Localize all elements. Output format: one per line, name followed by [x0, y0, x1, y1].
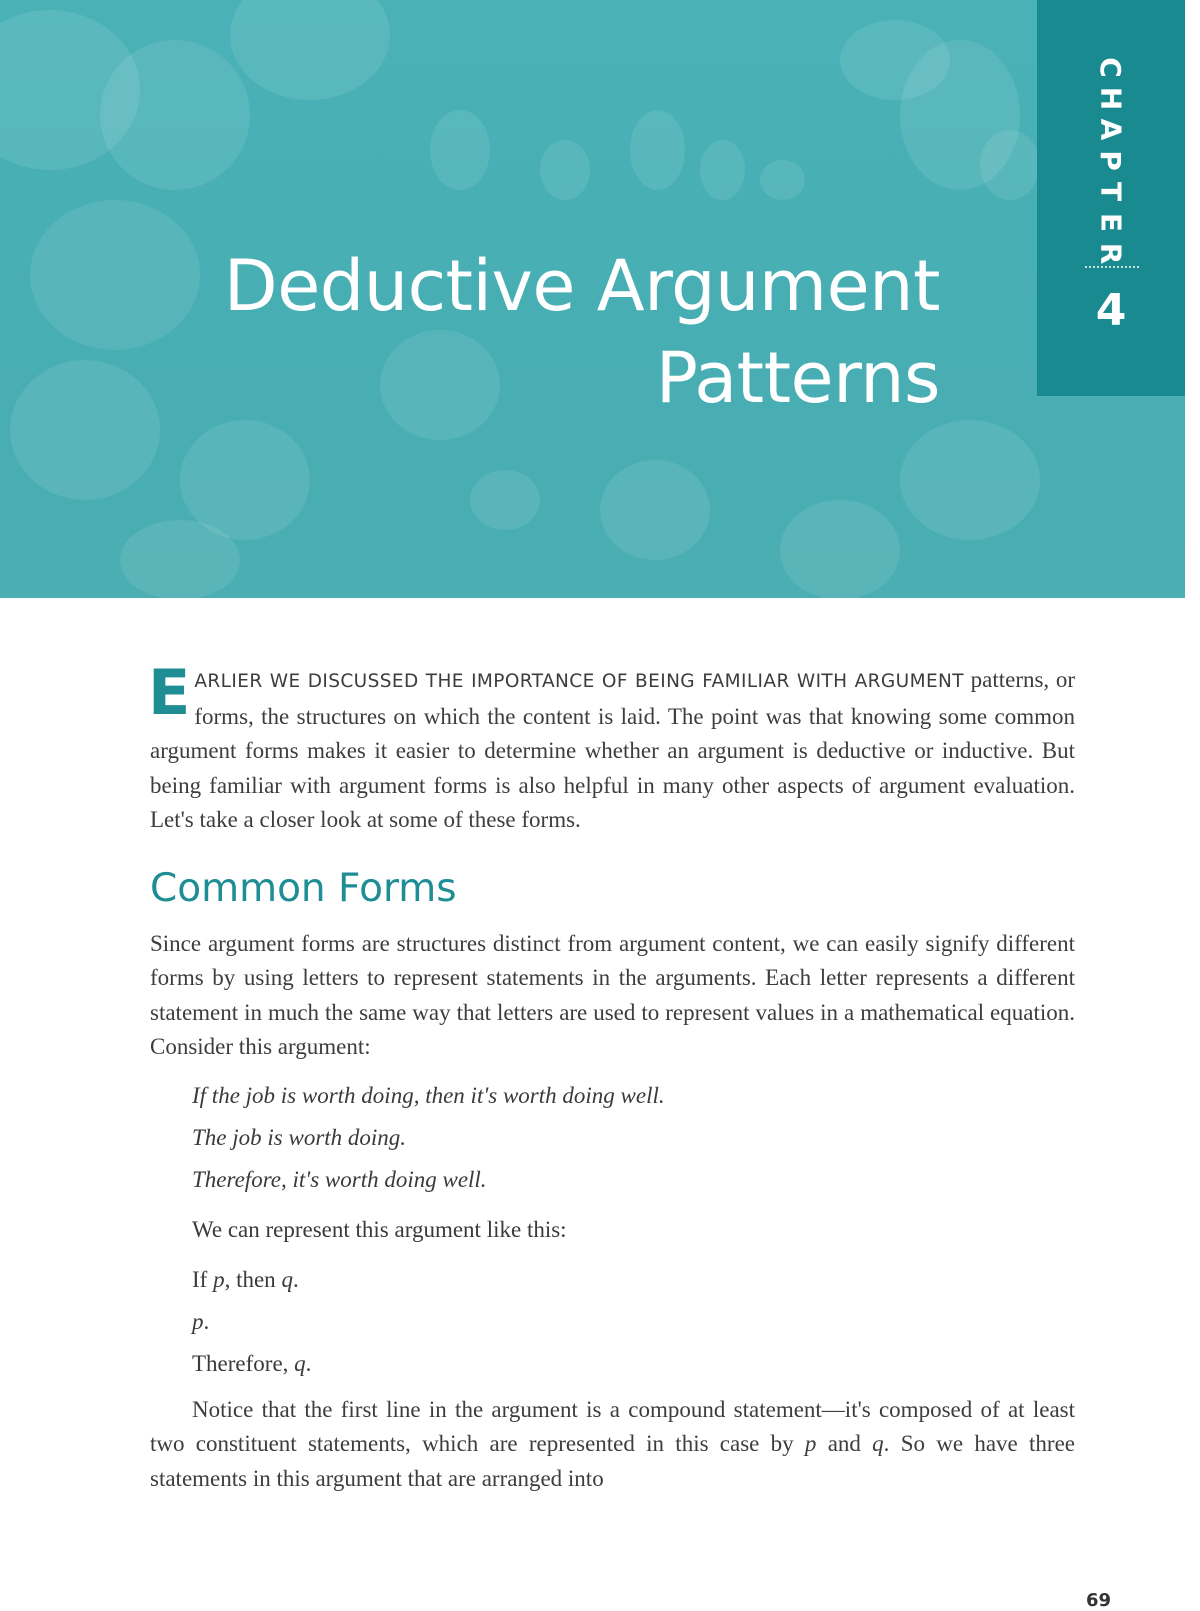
decorative-blob: [900, 420, 1040, 540]
drop-cap: E: [148, 656, 191, 729]
form-text: , then: [224, 1266, 282, 1292]
decorative-blob: [630, 110, 685, 190]
intro-paragraph: [148, 656, 1075, 838]
chapter-label-letter: E: [1094, 212, 1128, 233]
body-text: and: [816, 1431, 873, 1456]
intro-small-caps: ARLIER WE DISCUSSED THE IMPORTANCE OF BEING FAMILIAR WITH ARGUMENT: [194, 671, 964, 692]
chapter-banner: [0, 0, 1185, 598]
section-heading: Common Forms: [150, 865, 457, 911]
variable-p: p: [804, 1431, 817, 1456]
page-body: [148, 656, 1075, 1496]
chapter-label-letter: R: [1094, 242, 1128, 265]
chapter-tab-divider: [1085, 266, 1139, 268]
chapter-label-letter: A: [1094, 118, 1128, 141]
intro-text: patterns, or forms, the structures on which the content is laid. The point was that knowing some common argument forms makes it easier to determine whether an argument is deductive or inductive. But being familiar with argument forms is also helpful in many other aspects of argument evaluation. Let's take a closer look at some of these forms.: [150, 667, 1075, 832]
example-argument: [192, 1075, 1075, 1201]
decorative-blob: [470, 470, 540, 530]
chapter-tab: [1037, 0, 1185, 396]
form-line-2: [192, 1301, 1075, 1343]
variable-p: p: [213, 1266, 225, 1292]
decorative-blob: [120, 520, 240, 598]
argument-form: [192, 1259, 1075, 1385]
example-conclusion: Therefore, it's worth doing well.: [192, 1166, 487, 1192]
chapter-title-line1: Deductive Argument: [223, 245, 940, 327]
chapter-label-letter: H: [1094, 86, 1128, 111]
body-paragraph: [150, 1393, 1075, 1497]
chapter-label-letter: T: [1094, 181, 1128, 202]
decorative-blob: [230, 0, 390, 100]
variable-p: p: [192, 1308, 204, 1334]
form-text: If: [192, 1266, 214, 1292]
variable-q: q: [294, 1350, 306, 1376]
chapter-number: 4: [1095, 285, 1127, 336]
chapter-title: [224, 240, 940, 424]
decorative-blob: [760, 160, 805, 200]
form-text: .: [203, 1308, 210, 1334]
chapter-label-letter: P: [1094, 150, 1128, 171]
decorative-blob: [430, 110, 490, 190]
body-paragraph: Since argument forms are structures distinct from argument content, we can easily signify different forms by using letters to represent statements in the arguments. Each letter represents a different statement in much the same way that letters are used to represent values in a mathematical equation. Consider this argument:: [150, 930, 1075, 1059]
form-text: .: [305, 1350, 312, 1376]
body-text: Notice that the first line in the argument is a compound statement—it's composed of at least two constituent statements, which are represented in this case by: [150, 1396, 1075, 1456]
form-line-1: [192, 1259, 1075, 1301]
variable-q: q: [872, 1431, 884, 1456]
variable-q: q: [281, 1266, 293, 1292]
decorative-blob: [780, 500, 900, 598]
decorative-blob: [30, 200, 200, 350]
body-text: . So we have three statements in this argument that are arranged into: [150, 1431, 1075, 1491]
form-line-3: [192, 1343, 1075, 1385]
chapter-title-line2: Patterns: [655, 337, 940, 419]
example-premise-1: If the job is worth doing, then it's worth doing well.: [192, 1082, 665, 1108]
decorative-blob: [600, 460, 710, 560]
chapter-label-letter: C: [1094, 57, 1128, 78]
form-text: .: [292, 1266, 299, 1292]
page-number: 69: [1086, 1590, 1112, 1611]
chapter-label: [1094, 52, 1128, 269]
form-text: Therefore,: [192, 1350, 295, 1376]
decorative-blob: [700, 140, 745, 200]
decorative-blob: [980, 130, 1040, 200]
example-premise-2: The job is worth doing.: [192, 1124, 407, 1150]
representation-lead: We can represent this argument like this:: [192, 1216, 567, 1242]
decorative-blob: [100, 40, 250, 190]
decorative-blob: [540, 140, 590, 200]
decorative-blob: [10, 360, 160, 500]
